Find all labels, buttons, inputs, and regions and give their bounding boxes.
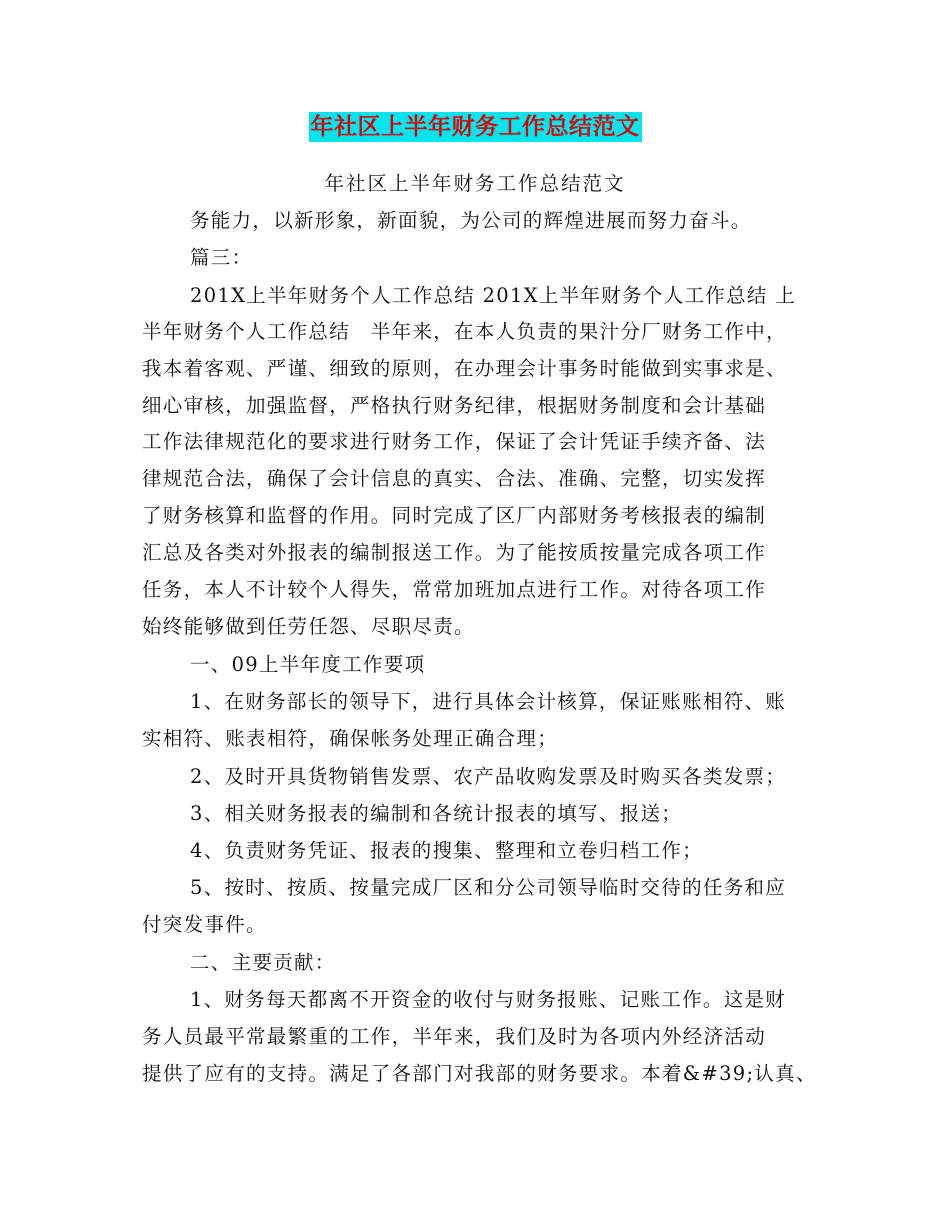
title-row [0,112,950,142]
body-line: 汇总及各类对外报表的编制报送工作。为了能按质按量完成各项工作 [142,541,767,564]
body-line: 律规范合法，确保了会计信息的真实、合法、准确、完整，切实发挥 [142,467,767,490]
list-item-continuation: 实相符、账表相符，确保帐务处理正确合理； [142,727,559,750]
body-line: 了财务核算和监督的作用。同时完成了区厂内部财务考核报表的编制 [142,504,767,527]
document-title: 年社区上半年财务工作总结范文 [310,113,640,140]
list-item: 1、在财务部长的领导下，进行具体会计核算，保证账账相符、账 [190,690,787,713]
list-item: 3、相关财务报表的编制和各统计报表的填写、报送； [190,802,683,825]
section-heading: 篇三： [190,246,253,269]
list-item: 1、财务每天都离不开资金的收付与财务报账、记账工作。这是财 [190,988,787,1011]
body-line: 我本着客观、严谨、细致的原则，在办理会计事务时能做到实事求是、 [142,357,787,380]
list-item: 4、负责财务凭证、报表的搜集、整理和立卷归档工作； [190,839,703,862]
document-subtitle: 年社区上半年财务工作总结范文 [324,172,626,195]
list-item: 5、按时、按质、按量完成厂区和分公司领导临时交待的任务和应 [190,876,787,899]
body-line: 工作法律规范化的要求进行财务工作，保证了会计凭证手续齐备、法 [142,430,767,453]
body-line: 始终能够做到任劳任怨、尽职尽责。 [142,615,475,638]
body-line: 务能力，以新形象，新面貌，为公司的辉煌进展而努力奋斗。 [190,209,752,232]
section-heading: 一、09上半年度工作要项 [190,653,426,676]
body-line: 提供了应有的支持。满足了各部门对我部的财务要求。本着&#39;认真、 [142,1062,817,1085]
body-line: 细心审核，加强监督，严格执行财务纪律，根据财务制度和会计基础 [142,394,767,417]
body-line: 任务，本人不计较个人得失，常常加班加点进行工作。对待各项工作 [142,578,767,601]
body-line: 务人员最平常最繁重的工作，半年来，我们及时为各项内外经济活动 [142,1025,767,1048]
list-item: 2、及时开具货物销售发票、农产品收购发票及时购买各类发票； [190,765,787,788]
section-heading: 二、主要贡献： [190,951,336,974]
list-item-continuation: 付突发事件。 [142,913,267,936]
body-line: 半年财务个人工作总结 半年来，在本人负责的果汁分厂财务工作中， [142,320,787,343]
body-line: 201X上半年财务个人工作总结 201X上半年财务个人工作总结 上 [190,284,797,307]
